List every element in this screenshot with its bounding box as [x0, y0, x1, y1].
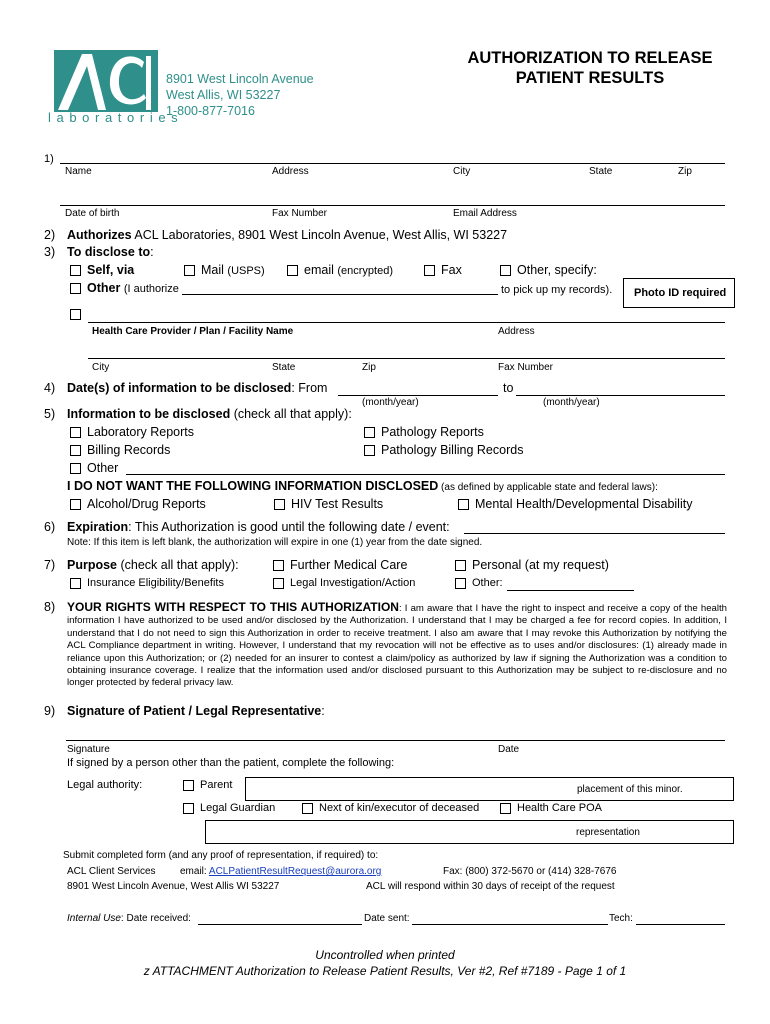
- s4-to: to: [503, 381, 514, 395]
- s6-note: Note: If this item is left blank, the authorization will expire in one (1) year from the date signed.: [67, 537, 483, 548]
- other-label: Other: [87, 281, 121, 295]
- personal-checkbox[interactable]: [455, 560, 466, 571]
- s3-mail-option[interactable]: [184, 263, 265, 277]
- personal-label: Personal (at my request): [472, 558, 609, 572]
- email-checkbox[interactable]: [287, 265, 298, 276]
- s6-text: : This Authorization is good until the following date / event:: [128, 520, 450, 534]
- hiv-checkbox[interactable]: [274, 499, 285, 510]
- s2-num: 2): [44, 228, 56, 242]
- s9-guardian-option[interactable]: [183, 802, 275, 814]
- internal-label: Internal Use: [67, 913, 121, 924]
- kin-label: Next of kin/executor of deceased: [319, 802, 480, 814]
- s5-path-billing-option[interactable]: [364, 443, 523, 457]
- title-line-1: AUTHORIZATION TO RELEASE: [467, 49, 713, 67]
- s9-colon: :: [321, 704, 325, 718]
- s1-address-label: Address: [272, 166, 309, 177]
- s5-other-line[interactable]: [126, 474, 725, 475]
- s9-representation-box[interactable]: [205, 820, 734, 844]
- alcohol-checkbox[interactable]: [70, 499, 81, 510]
- billing-checkbox[interactable]: [70, 445, 81, 456]
- s5-title-note: (check all that apply):: [230, 407, 352, 421]
- s5-no-disclose: [67, 479, 658, 493]
- s9-signature-line[interactable]: [66, 740, 725, 741]
- s3-other-specify-option[interactable]: [500, 263, 597, 277]
- s5-path-option[interactable]: [364, 425, 484, 439]
- lab-checkbox[interactable]: [70, 427, 81, 438]
- poa-label: Health Care POA: [517, 802, 602, 814]
- s9-kin-option[interactable]: [302, 802, 479, 814]
- s9-other-person: If signed by a person other than the patient, complete the following:: [67, 757, 395, 769]
- s3-provider-address-label: Address: [498, 326, 535, 337]
- submit-email: [180, 866, 381, 877]
- provider-checkbox[interactable]: [70, 309, 81, 320]
- submit-intro: Submit completed form (and any proof of representation, if required) to:: [63, 850, 379, 861]
- s2-bold: Authorizes: [67, 228, 132, 242]
- s3-other-line[interactable]: [182, 294, 498, 295]
- s4-num: 4): [44, 381, 56, 395]
- photo-id-box: [623, 278, 735, 308]
- s4-to-hint: (month/year): [543, 397, 600, 408]
- legal-label: Legal Investigation/Action: [290, 577, 416, 589]
- s1-email-label: Email Address: [453, 208, 517, 219]
- page-title: [440, 48, 740, 88]
- s3-title-text: To disclose to: [67, 245, 151, 259]
- other-checkbox[interactable]: [70, 283, 81, 294]
- care-label: Further Medical Care: [290, 558, 408, 572]
- s1-num: 1): [44, 153, 54, 165]
- guardian-checkbox[interactable]: [183, 803, 194, 814]
- email-note: (encrypted): [337, 265, 393, 277]
- address-street: 8901 West Lincoln Avenue: [166, 72, 314, 86]
- s1-line-1[interactable]: [60, 163, 725, 164]
- path-label: Pathology Reports: [381, 425, 484, 439]
- submit-street: 8901 West Lincoln Avenue, West Allis WI 53227: [67, 881, 280, 892]
- parent-label: Parent: [200, 779, 233, 791]
- other-specify-checkbox[interactable]: [500, 265, 511, 276]
- submit-fax: Fax: (800) 372-5670 or (414) 328-7676: [443, 866, 617, 877]
- s6-title-text: Expiration: [67, 520, 129, 534]
- s8-num: 8): [44, 600, 56, 614]
- s7-other-option[interactable]: [455, 577, 503, 589]
- s5-other-option[interactable]: [70, 461, 118, 475]
- billing-label: Billing Records: [87, 443, 171, 457]
- other-specify-label: Other, specify:: [517, 263, 597, 277]
- s6-num: 6): [44, 520, 56, 534]
- legal-checkbox[interactable]: [273, 578, 284, 589]
- purpose-other-label: Other:: [472, 577, 503, 589]
- fax-checkbox[interactable]: [424, 265, 435, 276]
- s5-billing-option[interactable]: [70, 443, 170, 457]
- s7-title-text: Purpose: [67, 558, 118, 572]
- s9-date-label: Date: [498, 744, 520, 755]
- s9-minor-text: placement of this minor.: [577, 784, 683, 795]
- s4-title-text: Date(s) of information to be disclosed: [67, 381, 292, 395]
- submit-email-link[interactable]: ACLPatientResultRequest@aurora.org: [208, 866, 382, 877]
- submit-respond: ACL will respond within 30 days of receipt of the request: [366, 881, 615, 892]
- mental-checkbox[interactable]: [458, 499, 469, 510]
- submit-email-label: email:: [180, 866, 209, 877]
- no-disclose-note: (as defined by applicable state and federal laws):: [438, 482, 658, 493]
- s7-num: 7): [44, 558, 56, 572]
- internal-tech-line[interactable]: [636, 924, 725, 925]
- address-city: West Allis, WI 53227: [166, 88, 281, 102]
- s2-body: ACL Laboratories, 8901 West Lincoln Avenue, West Allis, WI 53227: [131, 228, 508, 242]
- s7-personal-option[interactable]: [455, 558, 609, 572]
- s3-pickup-text: to pick up my records).: [501, 284, 613, 296]
- s1-dob-label: Date of birth: [65, 208, 120, 219]
- s5-num: 5): [44, 407, 56, 421]
- info-other-label: Other: [87, 461, 119, 475]
- logo-wordmark: l a b o r a t o r i e s: [48, 110, 179, 125]
- title-line-2: PATIENT RESULTS: [515, 69, 665, 87]
- kin-checkbox[interactable]: [302, 803, 313, 814]
- care-checkbox[interactable]: [273, 560, 284, 571]
- s9-minor-box[interactable]: [245, 777, 734, 801]
- s4-title: [67, 381, 327, 395]
- photo-id-label: Photo ID required: [634, 287, 727, 299]
- internal-tech: Tech:: [609, 913, 633, 924]
- s7-care-option[interactable]: [273, 558, 407, 572]
- s7-insurance-option[interactable]: [70, 577, 224, 589]
- path-checkbox[interactable]: [364, 427, 375, 438]
- mail-note: (USPS): [227, 265, 265, 277]
- path-billing-checkbox[interactable]: [364, 445, 375, 456]
- guardian-label: Legal Guardian: [200, 802, 276, 814]
- s2-text: [67, 228, 507, 242]
- s9-title-text: Signature of Patient / Legal Representative: [67, 704, 322, 718]
- s4-to-line[interactable]: [516, 395, 725, 396]
- s7-title-note: (check all that apply):: [117, 558, 239, 572]
- s4-from-line[interactable]: [338, 395, 498, 396]
- s5-lab-option[interactable]: [70, 425, 194, 439]
- internal-use: [67, 913, 191, 924]
- alcohol-label: Alcohol/Drug Reports: [87, 497, 206, 511]
- s1-city-label: City: [453, 166, 471, 177]
- other-note: (I authorize: [123, 283, 179, 295]
- insurance-checkbox[interactable]: [70, 578, 81, 589]
- s3-fax-option[interactable]: [424, 263, 462, 277]
- s3-city-label: City: [92, 362, 110, 373]
- email-label: email: [304, 263, 334, 277]
- s9-signature-label: Signature: [67, 744, 110, 755]
- s6-title: [67, 520, 450, 534]
- purpose-other-checkbox[interactable]: [455, 578, 466, 589]
- s3-provider-checkbox[interactable]: [70, 306, 87, 324]
- s3-num: 3): [44, 245, 56, 259]
- s3-state-label: State: [272, 362, 296, 373]
- internal-received: : Date received:: [120, 913, 191, 924]
- mail-label: Mail: [201, 263, 224, 277]
- self-checkbox[interactable]: [70, 265, 81, 276]
- s3-title: To disclose to:: [67, 245, 154, 259]
- s8-paragraph: [67, 601, 727, 690]
- s4-from: : From: [291, 381, 328, 395]
- s1-name-label: Name: [65, 166, 92, 177]
- self-label: Self, via: [87, 263, 135, 277]
- s8-body: : I am aware that I have the right to inspect and receive a copy of the health information I have authorized to be used and/or disclosed by the Authorization. I understand that I may be charged a fee for record copies. In addition, I understand that I do not need to sign this Authorization in order to receive treatment. I also am aware that I may revoke this Authorization by notifying the ACL Compliance department in writing. However, I understand that my revocation will not be effective as to uses and/or disclosures: (1) already made in reliance upon this Authorization; or (2) needed for an insurer to contest a claim/policy as authorized by law if signing the Authorization was a condition to obtaining insurance coverage. I realize that the information used and/or disclosed pursuant to this Authorization may be subject to re-disclosure and no longer protected by federal privacy law.: [67, 603, 728, 689]
- s3-other-option[interactable]: [70, 281, 179, 295]
- s7-title: [67, 558, 239, 572]
- hiv-label: HIV Test Results: [291, 497, 384, 511]
- s3-provider-line-2[interactable]: [88, 358, 725, 359]
- s8-title: YOUR RIGHTS WITH RESPECT TO THIS AUTHORIZATION: [67, 600, 399, 614]
- s5-hiv-option[interactable]: [274, 497, 383, 511]
- s9-representation-text: representation: [576, 827, 640, 838]
- submit-dept: ACL Client Services: [67, 866, 156, 877]
- s9-title: [67, 704, 325, 718]
- insurance-label: Insurance Eligibility/Benefits: [87, 577, 224, 589]
- s9-parent-option[interactable]: [183, 779, 232, 791]
- s3-zip-label: Zip: [362, 362, 376, 373]
- s1-fax-label: Fax Number: [272, 208, 328, 219]
- s6-line[interactable]: [464, 533, 725, 534]
- s5-title-text: Information to be disclosed: [67, 407, 231, 421]
- s1-line-2[interactable]: [60, 205, 725, 206]
- lab-label: Laboratory Reports: [87, 425, 195, 439]
- s5-mental-option[interactable]: [458, 497, 692, 511]
- s1-zip-label: Zip: [678, 166, 692, 177]
- info-other-checkbox[interactable]: [70, 463, 81, 474]
- s4-from-hint: (month/year): [362, 397, 419, 408]
- mental-label: Mental Health/Developmental Disability: [475, 497, 693, 511]
- fax-label: Fax: [441, 263, 462, 277]
- internal-sent-line[interactable]: [412, 924, 608, 925]
- s3-self-option[interactable]: [70, 263, 134, 277]
- no-disclose-title: I DO NOT WANT THE FOLLOWING INFORMATION DISCLOSED: [67, 479, 439, 493]
- address-phone: 1-800-877-7016: [166, 104, 255, 118]
- s3-fax-number-label: Fax Number: [498, 362, 554, 373]
- path-billing-label: Pathology Billing Records: [381, 443, 524, 457]
- s7-other-line[interactable]: [507, 590, 634, 591]
- poa-checkbox[interactable]: [500, 803, 511, 814]
- footer-ref: z ATTACHMENT Authorization to Release Patient Results, Ver #2, Ref #7189 - Page 1 of 1: [143, 964, 627, 978]
- acl-logo-mark: [48, 48, 160, 116]
- s7-legal-option[interactable]: [273, 577, 415, 589]
- s9-num: 9): [44, 704, 56, 718]
- footer-uncontrolled: Uncontrolled when printed: [315, 948, 455, 962]
- s3-provider-line[interactable]: [88, 322, 725, 323]
- s3-email-option[interactable]: [287, 263, 393, 277]
- s3-provider-label: Health Care Provider / Plan / Facility Name: [92, 326, 294, 337]
- parent-checkbox[interactable]: [183, 780, 194, 791]
- s9-legal-authority: Legal authority:: [67, 779, 143, 791]
- internal-received-line[interactable]: [198, 924, 362, 925]
- s5-title: [67, 407, 352, 421]
- internal-sent: Date sent:: [364, 913, 410, 924]
- s9-poa-option[interactable]: [500, 802, 602, 814]
- acl-logo: [48, 48, 179, 128]
- s5-alcohol-option[interactable]: [70, 497, 206, 511]
- mail-checkbox[interactable]: [184, 265, 195, 276]
- s1-state-label: State: [589, 166, 613, 177]
